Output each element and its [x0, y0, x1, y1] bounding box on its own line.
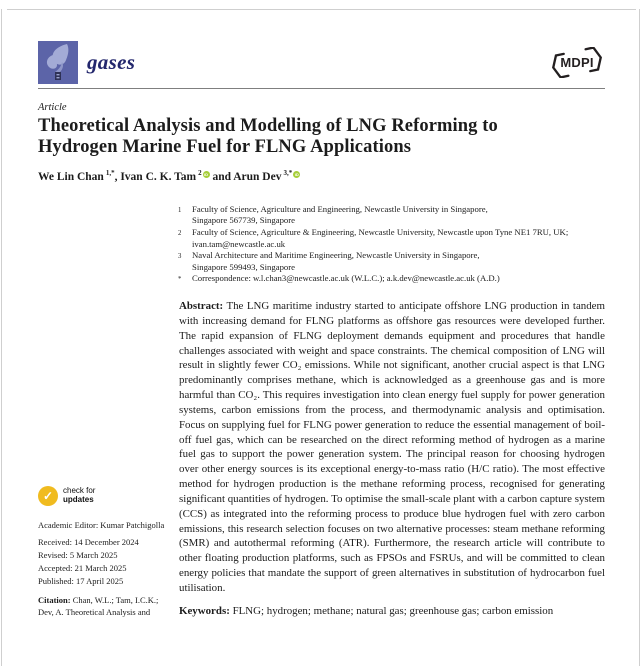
check-icon: ✓ — [38, 486, 58, 506]
revised-date: Revised: 5 March 2025 — [38, 549, 118, 560]
citation-line: Chan, W.L.; Tam, I.C.K.; — [72, 594, 159, 605]
left-sidebar — [38, 299, 179, 619]
mdpi-wordmark: MDPI — [560, 55, 594, 70]
correspondence-marker: * — [178, 276, 182, 284]
author-line — [38, 169, 605, 183]
check-for-updates-label: check for updates — [63, 486, 96, 504]
check-for-updates-badge[interactable] — [38, 486, 134, 506]
page-edge-top — [7, 9, 636, 10]
gases-flame-icon — [38, 41, 78, 84]
author-name: Ivan C. K. Tam — [120, 170, 197, 183]
title-line-2: Hydrogen Marine Fuel for FLNG Applications — [38, 136, 412, 157]
masthead — [38, 41, 605, 84]
orcid-icon[interactable]: iD — [204, 171, 209, 177]
article-page — [38, 41, 605, 619]
citation-label: Citation: — [38, 594, 71, 605]
page-edge-left — [1, 9, 2, 666]
correspondence-row — [178, 273, 605, 286]
keywords-text: FLNG; hydrogen; methane; natural gas; greenhouse gas; carbon emission — [232, 604, 554, 617]
academic-editor: Academic Editor: Kumar Patchigolla — [38, 519, 165, 530]
keywords-label: Keywords: — [179, 604, 230, 617]
abstract-paragraph — [179, 299, 605, 596]
affiliation-row — [178, 204, 605, 227]
author-separator: and — [209, 170, 234, 183]
author-name: Arun Dev — [233, 170, 282, 183]
affiliation-row — [178, 227, 605, 250]
published-date: Published: 17 April 2025 — [38, 575, 124, 586]
author-affiliation-marker: 1,* — [105, 169, 115, 177]
orcid-icon[interactable]: iD — [294, 171, 299, 177]
citation-line: Dev, A. Theoretical Analysis and — [38, 607, 151, 618]
title-line-1: Theoretical Analysis and Modelling of LNG Reforming to — [38, 116, 498, 136]
abstract-label: Abstract: — [179, 299, 224, 312]
author-affiliation-marker: 3,* — [283, 169, 293, 177]
affiliation-marker: 2 — [178, 230, 182, 238]
affiliation-row — [178, 250, 605, 273]
correspondence-text: Correspondence: w.l.chan3@newcastle.ac.uk (W.L.C.); a.k.dev@newcastle.ac.uk (A.D.) — [192, 273, 500, 284]
affiliation-text: Naval Architecture and Maritime Engineering, Newcastle University in Singapore, Singapore 599493, Singapore — [192, 250, 480, 272]
author-name: We Lin Chan — [38, 170, 104, 183]
keywords-line — [179, 604, 605, 619]
article-type-label: Article — [38, 102, 67, 113]
affiliation-text: Faculty of Science, Agriculture & Engineering, Newcastle University, Newcastle upon Tyne NE1 7RU, UK; ivan.tam@newcastle.ac.uk — [192, 227, 569, 249]
affiliation-text: Faculty of Science, Agriculture and Engineering, Newcastle University in Singapore, Singapore 567739, Singapore — [192, 203, 488, 226]
citation-block — [38, 594, 179, 619]
content-columns — [38, 299, 605, 619]
affiliations — [178, 204, 605, 286]
author-affiliation-marker: 2 — [198, 169, 202, 177]
affiliation-marker: 1 — [178, 206, 182, 214]
paper-title — [38, 116, 605, 157]
journal-logo-link[interactable] — [38, 41, 135, 84]
abstract-text: The LNG maritime industry started to anticipate offshore LNG production in tandem with increasing demand for FLNG platforms as offshore gas resources were developed further. The rapid expansion of FLNG deployment demands equipment and procedures that handle challenges associated with weight and space constraints. The chemical composition of LNG will result in slightly fewer CO₂ emissions. While not significant, another crucial aspect is that LNG predominantly comprises methane, which is acknowledged as a greenhouse gas and is more harmful than CO₂. This requires investigation into clean energy fuel supply for power generation systems, carbon emissions from the process, and thermodynamic analysis and optimisation. Focus on supplying fuel for FLNG power generation to reduce the essential management of boil-off fuel gas, which can be researched on the direct reforming method of hydrogen as a marine fuel gas to support the power generation system. The principal reason for choosing hydrogen over other energy sources is its exceptional energy-to-mass ratio (H/C ratio). The most effective method for hydrogen production is the methane reforming process, recognised for generating significant quantities of hydrogen. To optimise the small-scale plant with a carbon capture system (CCS) as integrated into the reforming process to produce blue hydrogen fuel with zero carbon emissions, this research selection focuses on two alternative processes: steam methane reforming (SMR) and autothermal reforming (ATR). Furthermore, the research article will contribute to other floating production platforms, such as FPSOs and FSRUs, and will be committed to clean energy policies that mandate the support of green alternatives in substitution of hydrocarbon fuel utilisation. — [179, 299, 605, 595]
article-dates — [38, 536, 179, 588]
accepted-date: Accepted: 21 March 2025 — [38, 562, 127, 573]
header-divider — [38, 88, 605, 89]
mdpi-logo[interactable] — [549, 47, 605, 78]
affiliation-marker: 3 — [178, 253, 182, 261]
received-date: Received: 14 December 2024 — [38, 536, 139, 547]
journal-name: gases — [87, 50, 136, 74]
abstract-column — [179, 299, 605, 619]
author-separator: , — [114, 170, 121, 183]
